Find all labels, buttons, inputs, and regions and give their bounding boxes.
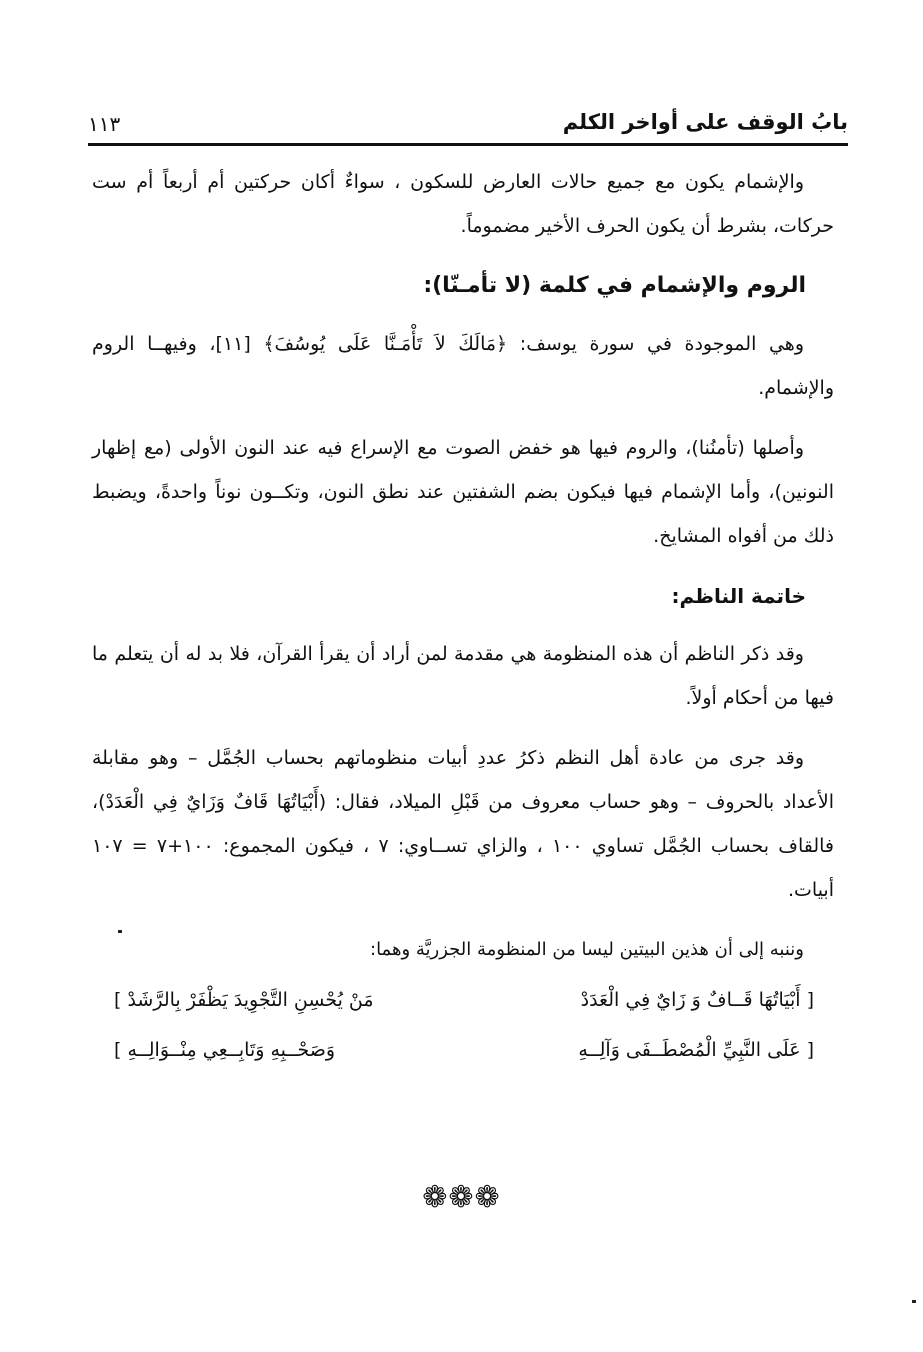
print-speck [118, 930, 122, 933]
chapter-title: بابُ الوقف على أواخر الكلم [562, 110, 848, 134]
paragraph-ishmam: والإشمام يكون مع جميع حالات العارض للسكون ، سواءٌ أكان حركتين أم أربعاً أم ست حركات، بشرط أن يكون الحرف الأخير مضموماً. [92, 171, 834, 237]
note-verses: وننبه إلى أن هذين البيتين ليسا من المنظومة الجزريَّة وهما: [370, 939, 804, 960]
section-heading-conclusion: خاتمة الناظم: [671, 584, 806, 608]
verse-1-second-hemistich: مَنْ يُحْسِنِ التَّجْوِيدَ يَظْفَرْ بِالرَّشَدْ ] [114, 989, 374, 1011]
verse-line-1 [92, 980, 834, 1020]
print-speck [912, 1300, 916, 1303]
paragraph-jummal: وقد جرى من عادة أهل النظم ذكرُ عددِ أبيات منظوماتهم بحساب الجُمَّل – وهو مقابلة الأعداد بالحروف – وهو حساب معروف من قَبْلِ الميلاد، فقال: (أَبْيَاتُهَا قَافٌ وَزَايٌ فِي الْعَدَدْ)، فالقاف بحساب الجُمَّل تساوي ١٠٠ ، والزاي تســاوي: ٧ ، فيكون المجموع: ١٠٠+٧ = ١٠٧ أبيات. [92, 747, 835, 901]
verse-2-first-hemistich: [ عَلَى النَّبِيِّ الْمُصْطَــفَى وَآلِــهِ [578, 1039, 814, 1061]
header-divider [88, 143, 848, 146]
verse-line-2 [92, 1030, 834, 1070]
paragraph-origin: وأصلها (تأمنُنا)، والروم فيها هو خفض الصوت مع الإسراع فيه عند النون الأولى (مع إظهار النونين)، وأما الإشمام فيها فيكون بضم الشفتين عند نطق النون، وتكــون نوناً واحدةً، ويضبط ذلك من أفواه المشايخ. [92, 437, 834, 547]
paragraph-introduction: وقد ذكر الناظم أن هذه المنظومة هي مقدمة لمن أراد أن يقرأ القرآن، فلا بد له أن يتعلم ما فيها من أحكام أولاً. [92, 643, 834, 709]
page-body [92, 160, 834, 1080]
end-ornament-icon: ❁❁❁ [422, 1180, 501, 1215]
page-number: ١١٣ [88, 112, 121, 136]
verse-2-second-hemistich: وَصَحْــبِهِ وَتَابِــعِي مِنْــوَالِــهِ ] [114, 1039, 336, 1061]
paragraph-surah-yusuf: وهي الموجودة في سورة يوسف: ﴿مَالَكَ لاَ تَأْمَـنَّا عَلَى يُوسُفَ﴾ [١١]، وفيهــا الروم والإشمام. [92, 333, 834, 399]
running-header [88, 108, 848, 144]
section-heading-rawm-ishmam: الروم والإشمام في كلمة (لا تأمـنّا): [423, 273, 806, 298]
verse-1-first-hemistich: [ أَبْيَاتُهَا قَــافٌ وَ زَايٌ فِي الْعَدَدْ [580, 989, 814, 1011]
